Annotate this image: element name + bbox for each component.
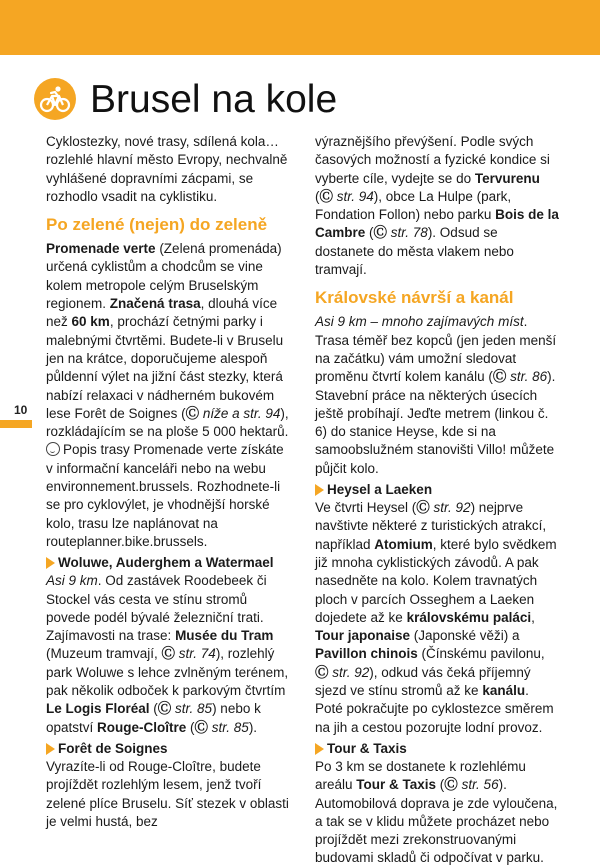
right-column [315,133,560,868]
bicycle-icon [38,82,72,116]
heysel-paragraph: Ve čtvrti Heysel (Ⓒ str. 92) nejprve navštivte některé z turistických atrakcí, například Atomium, které bylo svědkem již mnoha cyklistických závodů. A pak nasedněte na kolo. Kolem travnatých ploch v parcích Osseghem a Laeken dojedete až ke královskému paláci, Tour japonaise (Japonské věži) a Pavillon chinois (Čínskému pavilonu, Ⓒ str. 92), odkud vás čeká příjemný sjezd ve stínu stromů až ke kanálu. Poté pokračujte po cyklostezce směrem na jih a cestou pozorujte lodní provoz. [315,500,557,735]
page-ref-icon: Ⓒ [492,369,511,385]
tour-taxis-paragraph: Po 3 km se dostanete k rozlehlému areálu Tour & Taxis (Ⓒ str. 56). Automobilová doprava je zde vyloučena, a tak se v klidu můžete procházet nebo projíždět mezi zrekonstruovanými budovami skladů či odpočívat v parku. [315,758,558,866]
triangle-bullet-icon [315,484,324,496]
page-ref-icon: Ⓒ [416,500,434,516]
page-ref-icon: Ⓒ [194,719,212,735]
subheading-foret: Forêt de Soignes [46,740,290,758]
page-ref-icon: Ⓒ [444,777,462,793]
page-ref-icon: Ⓒ [157,701,176,717]
triangle-bullet-icon [46,743,55,755]
subheading-heysel: Heysel a Laeken [315,481,560,499]
triangle-bullet-icon [46,557,55,569]
page-number-marker [0,420,32,428]
cycling-badge [34,78,76,120]
woluwe-paragraph: Asi 9 km. Od zastávek Roodebeek či Stockel vás cesta ve stínu stromů povede podél bývalé železniční trati. Zajímavosti na trase: Musée du Tram (Muzeum tramvají, Ⓒ str. 74), rozlehlý park Woluwe s lehce zvlněným terénem, pak několik odboček k parkovým čtvrtím Le Logis Floréal (Ⓒ str. 85) nebo k opatství Rouge-Cloître (Ⓒ str. 85). [46,573,289,735]
intro-paragraph: Cyklostezky, nové trasy, sdílená kola… rozlehlé hlavní město Evropy, nechvalně vyhlášené dopravními zácpami, se rozhodlo vsadit na cyklistiku. [46,134,288,204]
foret-paragraph: Vyrazíte-li od Rouge-Cloître, budete projíždět rozlehlým lesem, jenž tvoří zelené plíce Bruselu. Síť stezek v oblasti je velmi hustá, bez [46,758,289,829]
continued-paragraph: výraznějšího převýšení. Podle svých časových možností a fyzické kondice si vyberte cíle, vydejte se do Tervurenu (Ⓒ str. 94), obce La Hulpe (park, Fondation Follon) nebo parku Bois de la Cambre (Ⓒ str. 78). Odsud se dostanete do města vlakem nebo tramvají. [315,134,559,278]
tip-paragraph: Popis trasy Promenade verte získáte v informační kanceláři nebo na webu environnement.brussels. Rozhodnete-li se pro cyklovýlet, je vhodnější horské kolo, trasu lze naplánovat na routeplanner.bike.brussels. [46,442,284,549]
left-column [46,133,290,831]
subheading-tour-taxis: Tour & Taxis [315,740,560,758]
subheading-woluwe: Woluwe, Auderghem a Watermael [46,554,290,572]
page-ref-icon: Ⓒ [161,646,179,662]
section-heading-green: Po zelené (nejen) do zeleně [46,215,268,235]
top-color-bar [0,0,600,55]
page-ref-icon: Ⓒ [185,405,203,421]
promenade-paragraph: Promenade verte (Zelená promenáda) určená cyklistům a chodcům se vine kolem metropole celým Bruselským regionem. Značená trasa, dlouhá více než 60 km, prochází četnými parky i malebnými čtvrtěmi. Budete-li v Bruselu jen na krátce, doporučujeme alespoň půldenní výlet na jižní část stezky, která nabízí relaxaci v nádherném bukovém lese Forêt de Soignes (Ⓒ níže a str. 94), rozkládajícím se na ploše 5 000 hektarů. [46,241,289,440]
page-title: Brusel na kole [90,78,338,121]
royal-paragraph: Asi 9 km – mnoho zajímavých míst. Trasa téměř bez kopců (jen jeden menší na začátku) vám umožní sledovat proměnu čtvrtí kolem kanálu (Ⓒ str. 86). Stavební práce na některých úsecích ještě probíhají. Jeďte metrem (linkou č. 6) do stanice Heyse, kde si na samoobslužném stanovišti Villo! můžete půjčit kolo. [315,314,557,476]
section-heading-royal: Královské návrší a kanál [315,288,514,308]
page-number: 10 [14,403,28,417]
triangle-bullet-icon [315,743,324,755]
page-ref-icon: Ⓒ [315,664,333,680]
page-ref-icon: Ⓒ [319,188,337,204]
page-ref-icon: Ⓒ [373,225,391,241]
tip-smiley-icon [46,442,60,456]
